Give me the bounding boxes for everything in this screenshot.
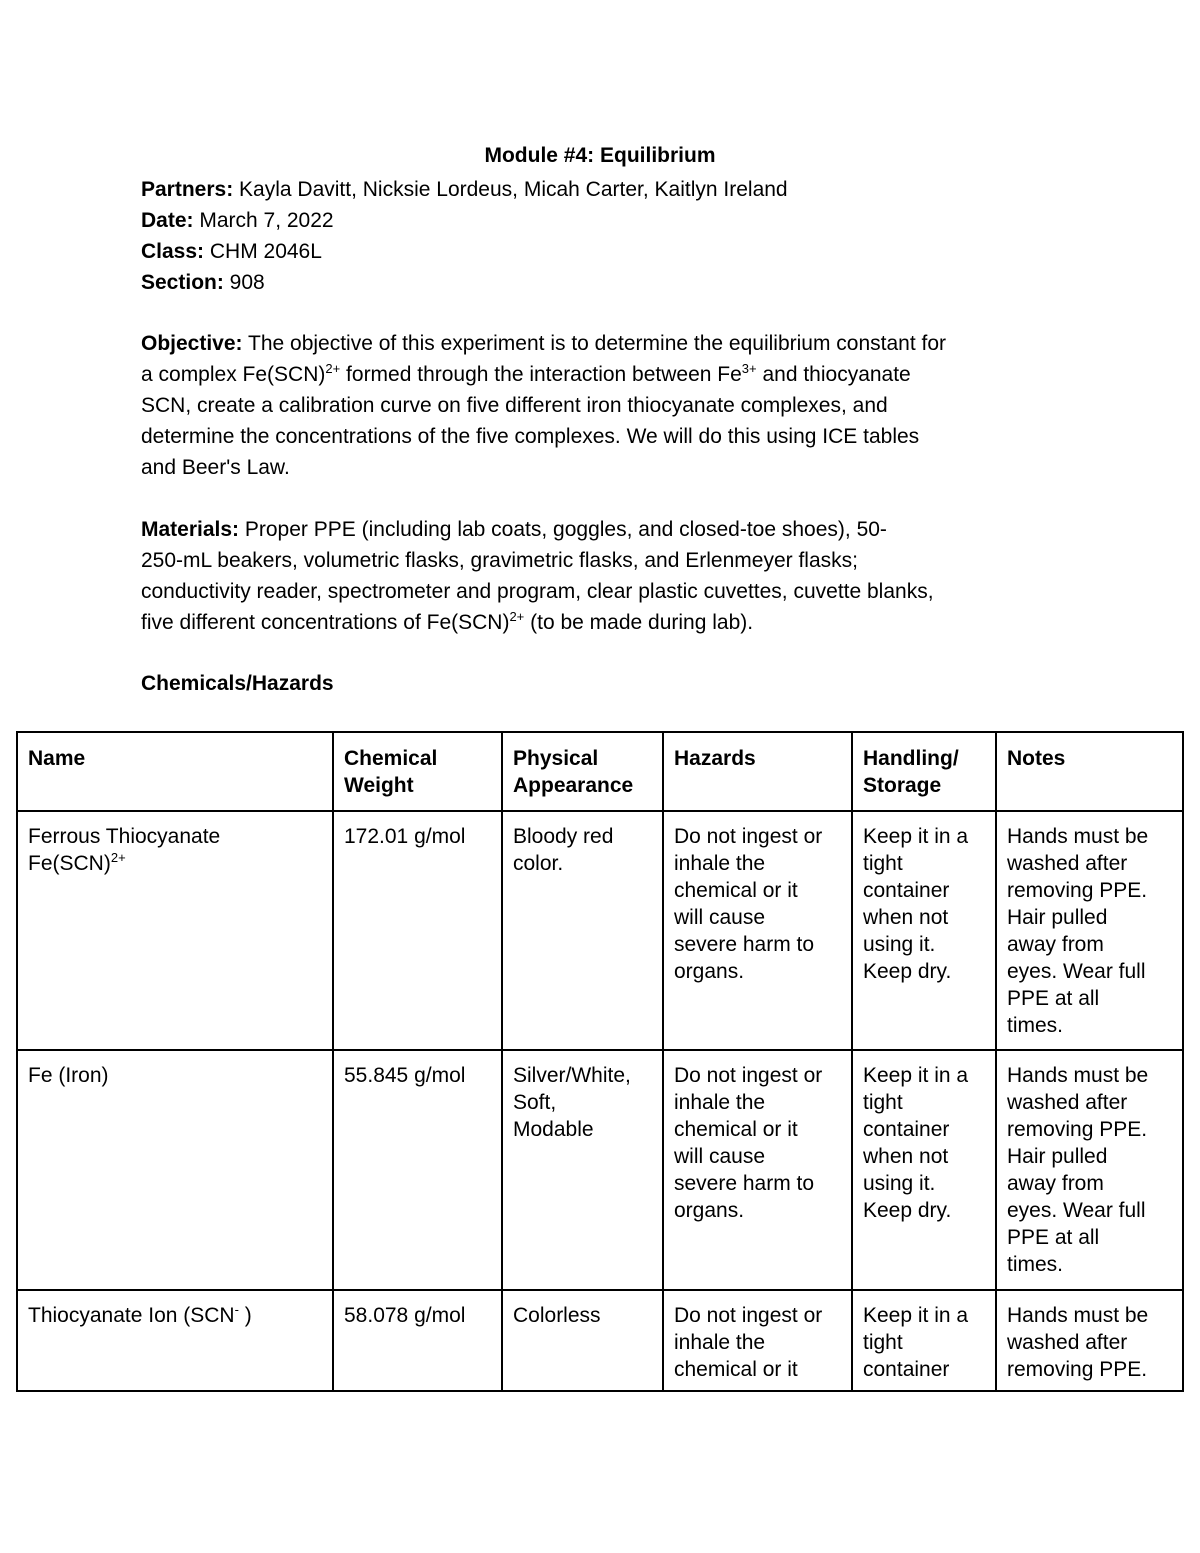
cell-handling: Keep it in a tight container when not using it. Keep dry.	[852, 811, 996, 1050]
header-chemical-weight: Chemical Weight	[333, 732, 502, 811]
materials-text: (to be made during lab).	[524, 611, 754, 634]
objective-line: and Beer's Law.	[141, 456, 290, 479]
chemicals-heading: Chemicals/Hazards	[141, 672, 334, 695]
table-row	[17, 811, 1183, 1050]
cell-name: Fe (Iron)	[17, 1050, 333, 1290]
objective-label: Objective:	[141, 332, 243, 355]
superscript: -	[234, 1302, 239, 1317]
cell-hazards: Do not ingest or inhale the chemical or it	[663, 1290, 852, 1391]
document-title: Module #4: Equilibrium	[484, 144, 716, 167]
cell-name: Thiocyanate Ion (SCN- )	[17, 1290, 333, 1391]
cell-handling: Keep it in a tight container	[852, 1290, 996, 1391]
partners-value: Kayla Davitt, Nicksie Lordeus, Micah Carter, Kaitlyn Ireland	[233, 178, 788, 201]
objective-text: The objective of this experiment is to determine the equilibrium constant for	[242, 332, 947, 355]
cell-weight: 55.845 g/mol	[333, 1050, 502, 1290]
materials-label: Materials:	[141, 518, 240, 541]
cell-hazards: Do not ingest or inhale the chemical or it will cause severe harm to organs.	[663, 1050, 852, 1290]
header-handling-storage: Handling/ Storage	[852, 732, 996, 811]
table-row	[17, 1050, 1183, 1290]
superscript: 2+	[509, 609, 525, 624]
superscript: 2+	[325, 361, 341, 376]
table-header-row	[17, 732, 1183, 811]
materials-line: conductivity reader, spectrometer and program, clear plastic cuvettes, cuvette blanks,	[141, 580, 934, 603]
header-physical-appearance: Physical Appearance	[502, 732, 663, 811]
section-line	[141, 267, 788, 298]
materials-text: five different concentrations of Fe(SCN)	[141, 611, 510, 634]
chemicals-table	[16, 731, 1184, 1392]
document-meta	[141, 174, 788, 298]
cell-notes: Hands must be washed after removing PPE.	[996, 1290, 1183, 1391]
cell-notes: Hands must be washed after removing PPE. Hair pulled away from eyes. Wear full PPE at all times.	[996, 1050, 1183, 1290]
materials-text: Proper PPE (including lab coats, goggles, and closed-toe shoes), 50-	[239, 518, 887, 541]
header-notes: Notes	[996, 732, 1183, 811]
cell-weight: 58.078 g/mol	[333, 1290, 502, 1391]
partners-line	[141, 174, 788, 205]
objective-line	[141, 328, 1061, 359]
objective-line: SCN, create a calibration curve on five different iron thiocyanate complexes, and	[141, 394, 888, 417]
partners-label: Partners:	[141, 178, 234, 201]
header-hazards: Hazards	[663, 732, 852, 811]
materials-line	[141, 514, 1061, 545]
cell-hazards: Do not ingest or inhale the chemical or it will cause severe harm to organs.	[663, 811, 852, 1050]
section-label: Section:	[141, 271, 224, 294]
header-name: Name	[17, 732, 333, 811]
cell-name: Ferrous Thiocyanate Fe(SCN)$^{2+}$	[17, 811, 333, 1050]
cell-weight: 172.01 g/mol	[333, 811, 502, 1050]
cell-appearance: Colorless	[502, 1290, 663, 1391]
date-line	[141, 205, 788, 236]
materials-line: 250-mL beakers, volumetric flasks, gravimetric flasks, and Erlenmeyer flasks;	[141, 549, 858, 572]
class-label: Class:	[141, 240, 205, 263]
objective-text: formed through the interaction between Fe	[340, 363, 742, 386]
objective-paragraph	[141, 328, 1061, 483]
date-value: March 7, 2022	[193, 209, 334, 232]
cell-appearance: Silver/White, Soft, Modable	[502, 1050, 663, 1290]
cell-handling: Keep it in a tight container when not using it. Keep dry.	[852, 1050, 996, 1290]
objective-line	[141, 359, 1061, 390]
cell-appearance: Bloody red color.	[502, 811, 663, 1050]
class-line	[141, 236, 788, 267]
date-label: Date:	[141, 209, 194, 232]
materials-line	[141, 607, 1061, 638]
objective-text: and thiocyanate	[756, 363, 911, 386]
section-value: 908	[223, 271, 265, 294]
materials-paragraph	[141, 514, 1061, 638]
cell-notes: Hands must be washed after removing PPE. Hair pulled away from eyes. Wear full PPE at all times.	[996, 811, 1183, 1050]
objective-text: a complex Fe(SCN)	[141, 363, 326, 386]
superscript: 2+	[110, 850, 126, 865]
class-value: CHM 2046L	[204, 240, 322, 263]
objective-line: determine the concentrations of the five complexes. We will do this using ICE tables	[141, 425, 920, 448]
superscript: 3+	[741, 361, 757, 376]
table-row	[17, 1290, 1183, 1391]
